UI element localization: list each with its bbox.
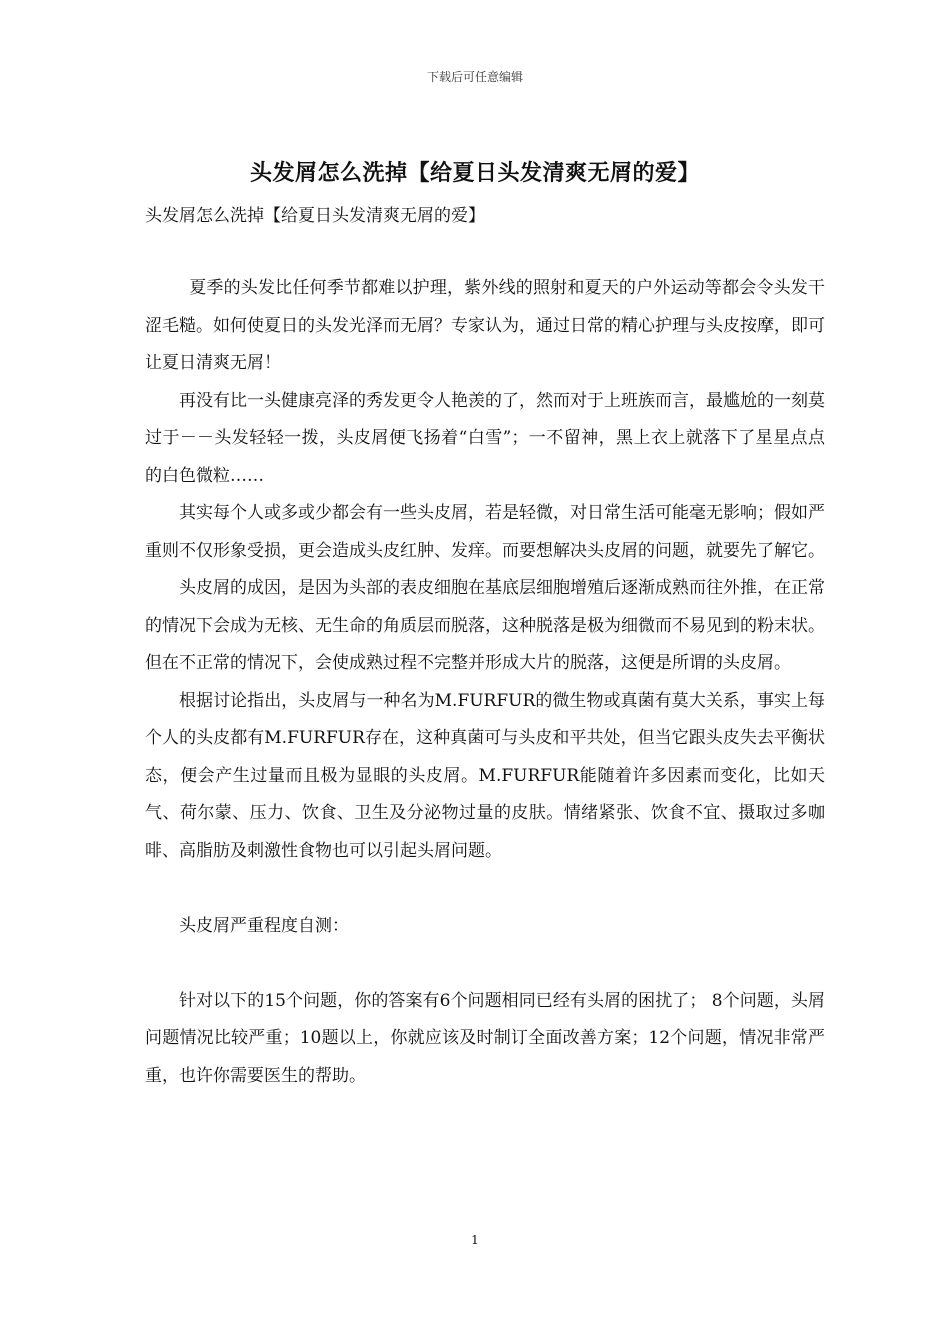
document-subtitle: 头发屑怎么洗掉【给夏日头发清爽无屑的爱】 bbox=[145, 206, 485, 226]
paragraph-embarrassment: 再没有比一头健康亮泽的秀发更令人艳羡的了，然而对于上班族而言，最尴尬的一刻莫过于－－头发轻轻一拨，头皮屑便飞扬着“白雪”；一不留神，黑上衣上就落下了星星点点的白色微粒…… bbox=[145, 390, 825, 486]
paragraph-self-test-criteria: 针对以下的15个问题，你的答案有6个问题相同已经有头屑的困扰了； 8个问题，头屑问题情况比较严重；10题以上，你就应该及时制订全面改善方案；12个问题，情况非常严重，也许你需要医生的帮助。 bbox=[145, 990, 825, 1086]
document-title: 头发屑怎么洗掉【给夏日头发清爽无屑的爱】 bbox=[249, 160, 700, 186]
page-number: 1 bbox=[471, 1233, 479, 1247]
spacer bbox=[145, 870, 825, 908]
paragraph-everyone-has-dandruff: 其实每个人或多或少都会有一些头皮屑，若是轻微，对日常生活可能毫无影响；假如严重则不仅形象受损，更会造成头皮红肿、发痒。而要想解决头皮屑的问题，就要先了解它。 bbox=[145, 503, 825, 561]
paragraph-furfur: 根据讨论指出，头皮屑与一种名为M.FURFUR的微生物或真菌有莫大关系，事实上每个人的头皮都有M.FURFUR存在，这种真菌可与头皮和平共处，但当它跟头皮失去平衡状态，便会产生过量而且极为显眼的头皮屑。M.FURFUR能随着许多因素而变化，比如天气、荷尔蒙、压力、饮食、卫生及分泌物过量的皮肤。情绪紧张、饮食不宜、摄取过多咖啡、高脂肪及刺激性食物也可以引起头屑问题。 bbox=[145, 690, 825, 861]
header-note: 下载后可任意编辑 bbox=[426, 70, 523, 84]
paragraph-causes: 头皮屑的成因，是因为头部的表皮细胞在基底层细胞增殖后逐渐成熟而往外推，在正常的情况下会成为无核、无生命的角质层而脱落，这种脱落是极为细微而不易见到的粉末状。但在不正常的情况下，会使成熟过程不完整并形成大片的脱落，这便是所谓的头皮屑。 bbox=[145, 578, 825, 673]
spacer bbox=[145, 945, 825, 983]
body-text bbox=[145, 270, 825, 1095]
section-heading-self-test: 头皮屑严重程度自测： bbox=[179, 915, 349, 936]
paragraph-intro: 夏季的头发比任何季节都难以护理，紫外线的照射和夏天的户外运动等都会令头发干涩毛糙。如何使夏日的头发光泽而无屑？专家认为，通过日常的精心护理与头皮按摩，即可让夏日清爽无屑！ bbox=[145, 278, 825, 373]
